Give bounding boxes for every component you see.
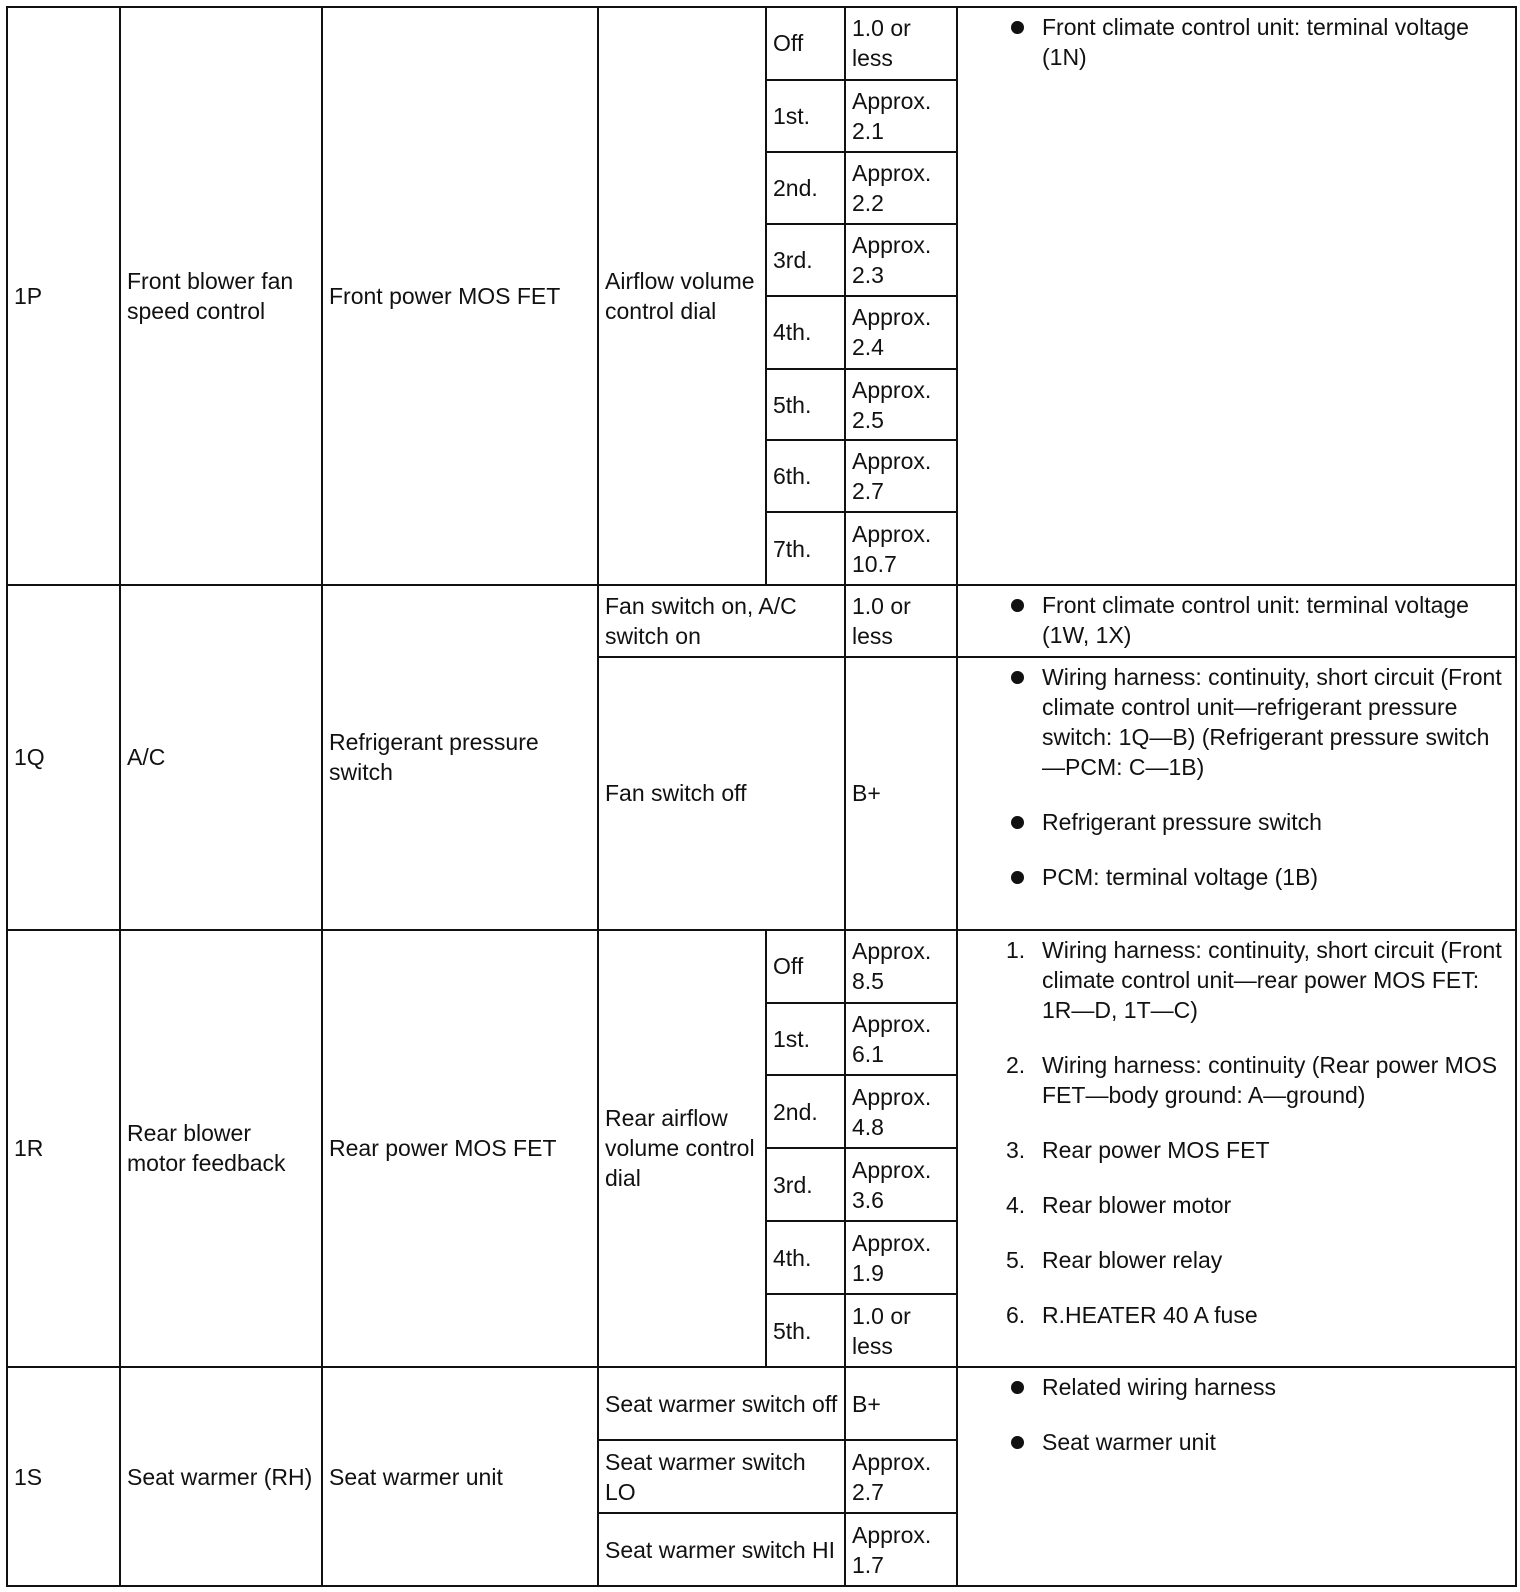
table-row [7, 585, 1516, 657]
list-item: Seat warmer unit [964, 1427, 1509, 1457]
list-item: 5. Rear blower relay [1006, 1246, 1223, 1273]
inspection-cell [957, 657, 1516, 929]
list-item: Front climate control unit: terminal voltage (1N) [964, 12, 1509, 72]
voltage-cell: Approx. 2.7 [845, 440, 957, 512]
bullet-icon [1011, 1436, 1024, 1449]
voltage-cell: Approx. 6.1 [845, 1003, 957, 1076]
dial-position-cell: 4th. [766, 1221, 845, 1294]
list-item: 2. Wiring harness: continuity (Rear power MOS FET—body ground: A—ground) [1006, 1051, 1498, 1108]
dial-position-cell: 3rd. [766, 1148, 845, 1221]
bullet-icon [1011, 671, 1024, 684]
voltage-cell: B+ [845, 1367, 957, 1440]
list-item: Related wiring harness [964, 1372, 1509, 1402]
list-item: 6. R.HEATER 40 A fuse [1006, 1301, 1258, 1328]
voltage-cell: 1.0 or less [845, 1294, 957, 1367]
voltage-cell: Approx. 3.6 [845, 1148, 957, 1221]
dial-position-cell: 3rd. [766, 224, 845, 296]
list-item: 4. Rear blower motor [1006, 1191, 1232, 1218]
voltage-cell: Approx. 10.7 [845, 512, 957, 585]
table-row [7, 7, 1516, 80]
voltage-cell: Approx. 2.3 [845, 224, 957, 296]
bullet-icon [1011, 21, 1024, 34]
dial-position-cell: 5th. [766, 1294, 845, 1367]
dial-position-cell: 7th. [766, 512, 845, 585]
terminal-cell: 1S [7, 1367, 120, 1586]
connected-to-cell: Seat warmer unit [322, 1367, 598, 1586]
signal-cell: Rear blower motor feedback [120, 930, 322, 1368]
dial-position-cell: 6th. [766, 440, 845, 512]
inspection-cell [957, 1367, 1516, 1586]
voltage-cell: B+ [845, 657, 957, 929]
bullet-icon [1011, 599, 1024, 612]
dial-position-cell: Off [766, 7, 845, 80]
terminal-cell: 1R [7, 930, 120, 1368]
inspection-cell [957, 7, 1516, 585]
bullet-icon [1011, 816, 1024, 829]
condition-cell: Airflow volume control dial [598, 7, 766, 585]
signal-cell: Front blower fan speed control [120, 7, 322, 585]
condition-cell: Fan switch on, A/C switch on [598, 585, 845, 657]
bullet-icon [1011, 1381, 1024, 1394]
list-item: 1. Wiring harness: continuity, short circuit (Front climate control unit—rear power MOS FET: 1R—D, 1T—C) [1006, 936, 1502, 1023]
table-row [7, 930, 1516, 1003]
condition-cell: Fan switch off [598, 657, 845, 929]
connected-to-cell: Rear power MOS FET [322, 930, 598, 1368]
inspection-cell [957, 585, 1516, 657]
terminal-cell: 1P [7, 7, 120, 585]
voltage-cell: Approx. 1.9 [845, 1221, 957, 1294]
voltage-cell: Approx. 2.1 [845, 80, 957, 152]
list-item: 3. Rear power MOS FET [1006, 1136, 1270, 1163]
terminal-spec-table [6, 6, 1517, 1587]
condition-cell: Seat warmer switch off [598, 1367, 845, 1440]
signal-cell: Seat warmer (RH) [120, 1367, 322, 1586]
dial-position-cell: 1st. [766, 80, 845, 152]
dial-position-cell: 5th. [766, 369, 845, 441]
voltage-cell: 1.0 or less [845, 585, 957, 657]
inspection-cell [957, 930, 1516, 1368]
list-item: Front climate control unit: terminal voltage (1W, 1X) [964, 590, 1509, 650]
list-item: PCM: terminal voltage (1B) [964, 862, 1509, 892]
voltage-cell: 1.0 or less [845, 7, 957, 80]
condition-cell: Rear airflow volume control dial [598, 930, 766, 1368]
voltage-cell: Approx. 2.2 [845, 152, 957, 224]
condition-cell: Seat warmer switch HI [598, 1513, 845, 1586]
voltage-cell: Approx. 1.7 [845, 1513, 957, 1586]
list-item: Refrigerant pressure switch [964, 807, 1509, 837]
signal-cell: A/C [120, 585, 322, 929]
dial-position-cell: 1st. [766, 1003, 845, 1076]
voltage-cell: Approx. 2.5 [845, 369, 957, 441]
dial-position-cell: Off [766, 930, 845, 1003]
connected-to-cell: Refrigerant pressure switch [322, 585, 598, 929]
table-row [7, 1367, 1516, 1440]
condition-cell: Seat warmer switch LO [598, 1440, 845, 1513]
dial-position-cell: 2nd. [766, 152, 845, 224]
voltage-cell: Approx. 4.8 [845, 1075, 957, 1148]
dial-position-cell: 4th. [766, 296, 845, 369]
voltage-cell: Approx. 2.4 [845, 296, 957, 369]
list-item: Wiring harness: continuity, short circuit (Front climate control unit—refrigerant pressure switch: 1Q—B) (Refrigerant pressure switch—PCM: C—1B) [964, 662, 1509, 782]
terminal-cell: 1Q [7, 585, 120, 929]
voltage-cell: Approx. 8.5 [845, 930, 957, 1003]
bullet-icon [1011, 871, 1024, 884]
voltage-cell: Approx. 2.7 [845, 1440, 957, 1513]
dial-position-cell: 2nd. [766, 1075, 845, 1148]
connected-to-cell: Front power MOS FET [322, 7, 598, 585]
